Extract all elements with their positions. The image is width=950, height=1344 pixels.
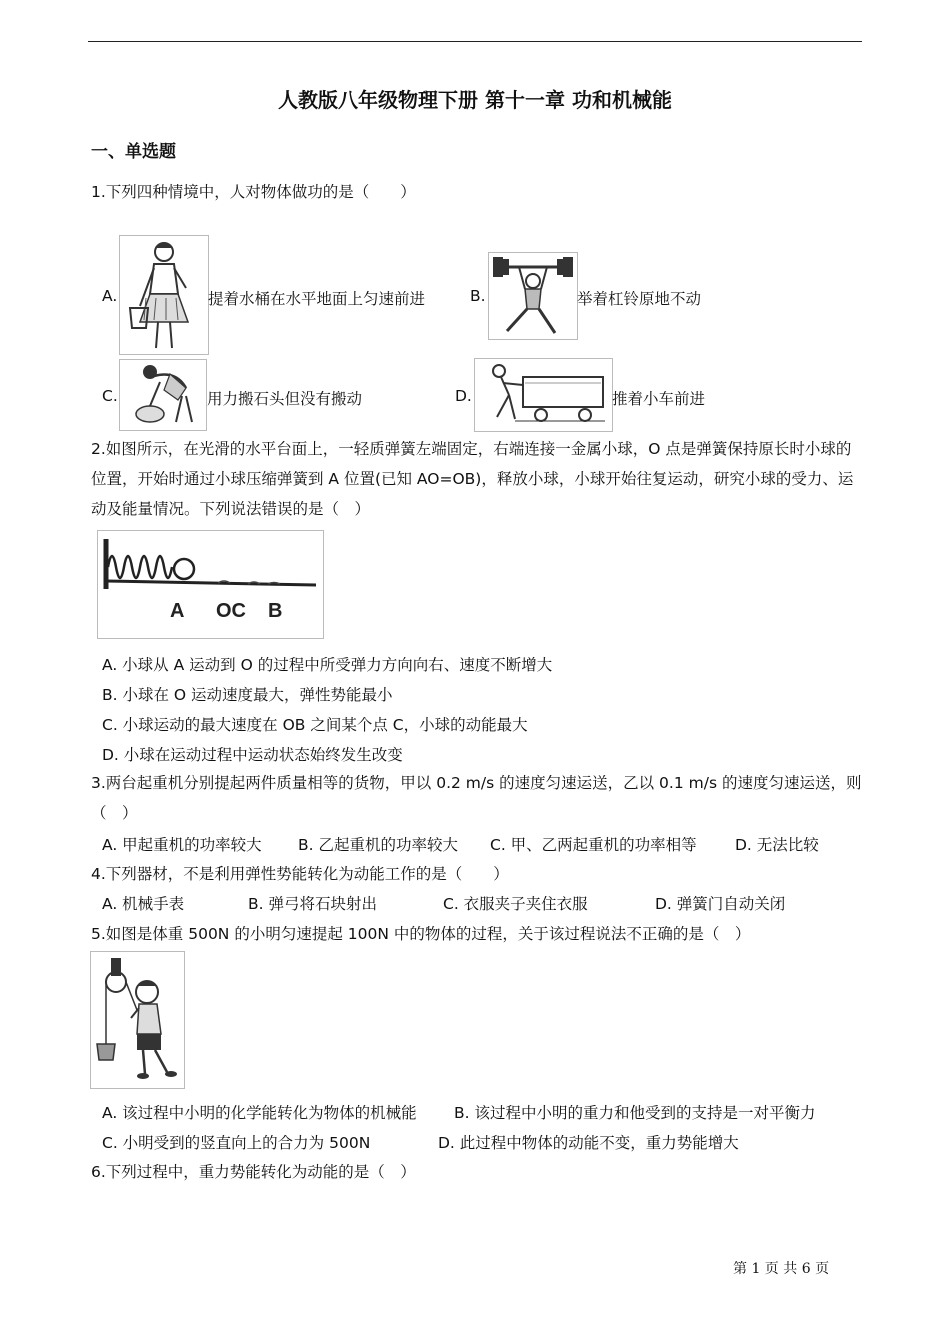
q1-option-b-label: B. xyxy=(470,287,486,305)
person-pushing-cart-image xyxy=(474,358,613,432)
boy-pulley-image xyxy=(90,951,185,1089)
page-title: 人教版八年级物理下册 第十一章 功和机械能 xyxy=(278,88,672,112)
point-a-label: A xyxy=(170,600,185,622)
q5-option-c: C. 小明受到的竖直向上的合力为 500N xyxy=(102,1134,371,1152)
q1-option-d-text: 推着小车前进 xyxy=(612,390,706,408)
q1-option-a-label: A. xyxy=(102,287,118,305)
q3-option-a: A. 甲起重机的功率较大 xyxy=(102,836,262,854)
weightlifter-image xyxy=(488,252,578,340)
q2-option-a: A. 小球从 A 运动到 O 的过程中所受弹力方向向右、速度不断增大 xyxy=(102,656,553,674)
q5-option-b: B. 该过程中小明的重力和他受到的支持是一对平衡力 xyxy=(454,1104,816,1122)
q2-option-d: D. 小球在运动过程中运动状态始终发生改变 xyxy=(102,746,403,764)
q2-stem: 2.如图所示，在光滑的水平台面上，一轻质弹簧左端固定，右端连接一金属小球，O 点是弹簧保持原长时小球的位置，开始时通过小球压缩弹簧到 A 位置(已知 AO=OB)，释放小球，小球开始往复运动，研究小球的受力、运动及能量情况。下列说法错误的是（ ） xyxy=(91,440,854,518)
q5-stem: 5.如图是体重 500N 的小明匀速提起 100N 中的物体的过程，关于该过程说法不正确的是（ ） xyxy=(91,925,751,943)
q4-option-d: D. 弹簧门自动关闭 xyxy=(655,895,786,913)
header-rule xyxy=(88,41,862,42)
q2-option-b: B. 小球在 O 运动速度最大，弹性势能最小 xyxy=(102,686,393,704)
spring-ball-diagram xyxy=(97,530,324,639)
q5-option-a: A. 该过程中小明的化学能转化为物体的机械能 xyxy=(102,1104,417,1122)
q4-option-b: B. 弹弓将石块射出 xyxy=(248,895,377,913)
point-oc-label: OC xyxy=(216,600,246,622)
q1-option-c-text: 用力搬石头但没有搬动 xyxy=(207,390,363,408)
q6-stem: 6.下列过程中，重力势能转化为动能的是（ ） xyxy=(91,1163,416,1181)
q1-option-c-label: C. xyxy=(102,387,118,405)
q4-stem: 4.下列器材，不是利用弹性势能转化为动能工作的是（ ） xyxy=(91,865,509,883)
q2-option-c: C. 小球运动的最大速度在 OB 之间某个点 C，小球的动能最大 xyxy=(102,716,528,734)
girl-carrying-bucket-image xyxy=(119,235,209,355)
q3-option-c: C. 甲、乙两起重机的功率相等 xyxy=(490,836,697,854)
section-heading: 一、单选题 xyxy=(91,142,176,162)
q1-option-a-text: 提着水桶在水平地面上匀速前进 xyxy=(208,290,426,308)
point-b-label: B xyxy=(268,600,283,622)
page-number-footer: 第 1 页 共 6 页 xyxy=(733,1261,830,1277)
q1-option-b-text: 举着杠铃原地不动 xyxy=(577,290,702,308)
person-lifting-stone-image xyxy=(119,359,207,431)
q4-option-c: C. 衣服夹子夹住衣服 xyxy=(443,895,588,913)
q1-stem: 1.下列四种情境中，人对物体做功的是（ ） xyxy=(91,183,416,201)
q3-option-d: D. 无法比较 xyxy=(735,836,819,854)
q3-stem: 3.两台起重机分别提起两件质量相等的货物，甲以 0.2 m/s 的速度匀速运送，乙以 0.1 m/s 的速度匀速运送，则（ ） xyxy=(91,774,862,822)
q3-option-b: B. 乙起重机的功率较大 xyxy=(298,836,458,854)
q1-option-d-label: D. xyxy=(455,387,472,405)
q4-option-a: A. 机械手表 xyxy=(102,895,185,913)
q5-option-d: D. 此过程中物体的动能不变，重力势能增大 xyxy=(438,1134,739,1152)
